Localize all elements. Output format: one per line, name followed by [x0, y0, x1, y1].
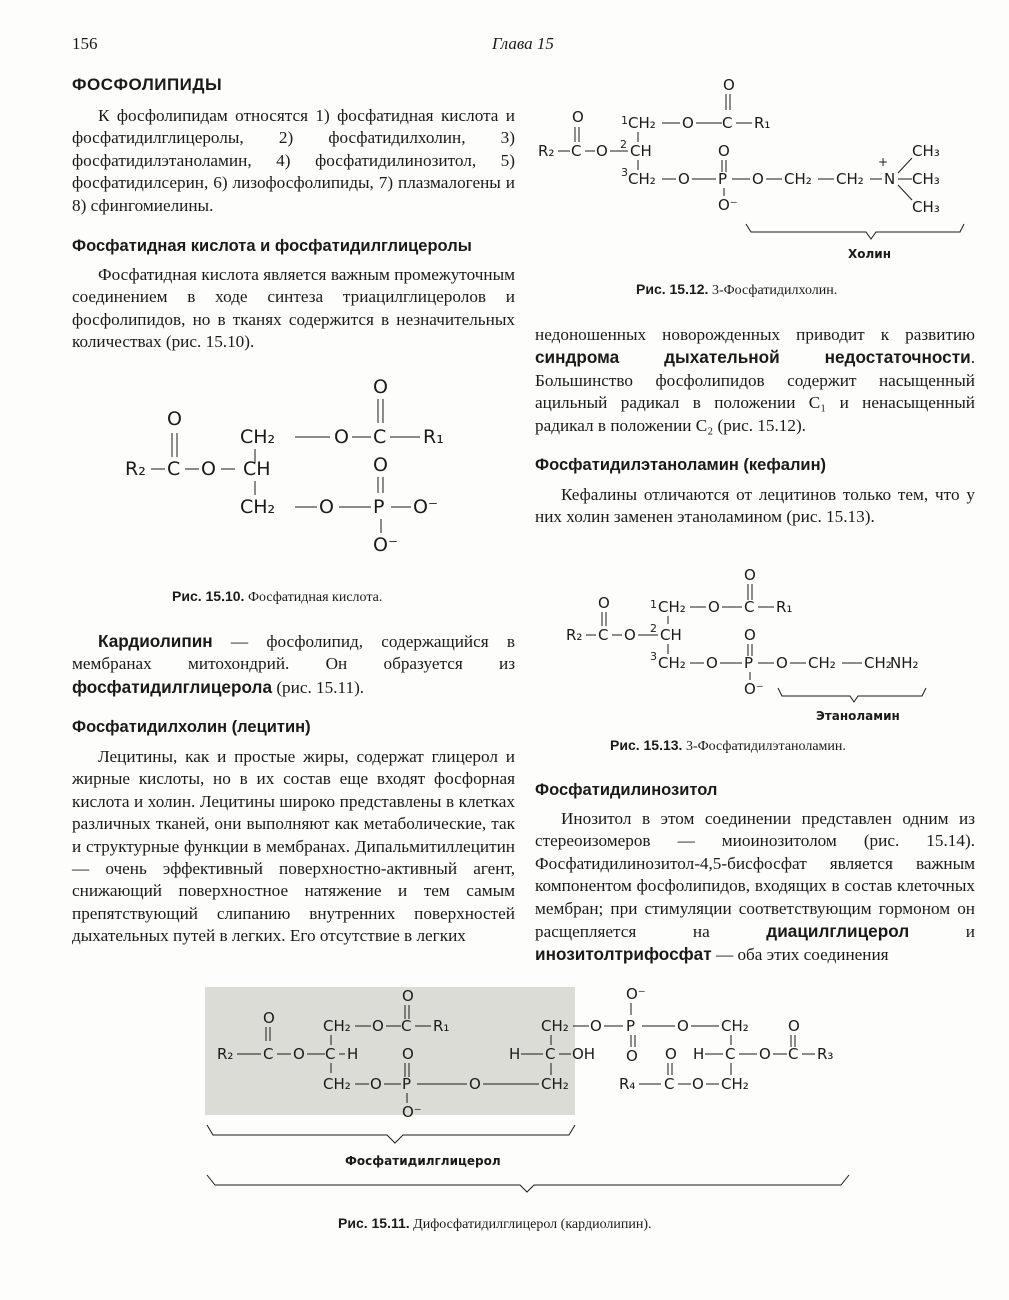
- r1-radical: R₁: [433, 1017, 450, 1035]
- ch-group: CH: [660, 626, 682, 644]
- subheading-phosphatidylinositol: Фосфатидилинозитол: [535, 781, 718, 799]
- o-atom: O: [372, 1017, 384, 1035]
- cardiolipin-paragraph: [72, 630, 515, 699]
- ch-group: CH: [630, 142, 652, 160]
- ch2-group: CH₂: [628, 114, 656, 132]
- o-atom: O: [626, 1047, 638, 1065]
- locant-2: 2: [650, 622, 657, 635]
- c-atom: C: [167, 458, 181, 480]
- subheading-phosphatidylethanolamine: Фосфатидилэтаноламин (кефалин): [535, 456, 827, 474]
- ch2-group: CH₂: [628, 170, 656, 188]
- figure-label: Рис. 15.12.: [636, 281, 709, 297]
- o-atom: O: [373, 376, 388, 398]
- r2-radical: R₂: [566, 626, 583, 644]
- r4-radical: R₄: [619, 1075, 636, 1093]
- o-atom: O: [708, 598, 720, 616]
- o-atom: O: [598, 594, 610, 612]
- figure-title: 3-Фосфатидилэтаноламин.: [685, 739, 846, 754]
- o-atom: O: [776, 654, 788, 672]
- phosphatidylethanolamine-paragraph: [535, 484, 975, 529]
- c-atom: C: [263, 1045, 274, 1063]
- o-atom: O: [624, 626, 636, 644]
- o-atom: O: [744, 626, 756, 644]
- figure-15-11-structure: [205, 985, 865, 1195]
- figure-15-13-caption: [610, 737, 846, 755]
- figure-label: Рис. 15.10.: [172, 588, 245, 604]
- p-atom: P: [373, 496, 385, 518]
- continuation-text: [535, 324, 975, 437]
- o-atom: O: [692, 1075, 704, 1093]
- r2-radical: R₂: [217, 1045, 234, 1063]
- o-atom: O: [373, 454, 388, 476]
- figure-15-11-caption: [338, 1215, 652, 1233]
- ch2-group: CH₂: [658, 654, 686, 672]
- r1-radical: R₁: [754, 114, 771, 132]
- locant-3: 3: [621, 166, 628, 179]
- o-atom: O: [402, 987, 414, 1005]
- ch3-group: CH₃: [912, 142, 940, 160]
- ch2-group: CH₂: [721, 1017, 749, 1035]
- ch2-group: CH₂: [784, 170, 812, 188]
- locant-1: 1: [650, 598, 657, 611]
- figure-15-10-caption: [172, 588, 382, 606]
- phosphatidic-acid-text: Фосфатидная кислота является важным промежуточным соединением в ходе синтеза триацилглицеролов и фосфолипидов, но в тканях содержится в незначительных количествах (рис. 15.10).: [72, 265, 515, 352]
- p-atom: P: [402, 1075, 412, 1093]
- o-atom: O: [723, 76, 735, 94]
- ch2-group: CH₂: [721, 1075, 749, 1093]
- c-atom: C: [788, 1045, 799, 1063]
- nh2-group: NH₂: [890, 654, 919, 672]
- o-atom: O: [370, 1075, 382, 1093]
- c-atom: C: [725, 1045, 736, 1063]
- figure-label: Рис. 15.13.: [610, 737, 683, 753]
- chapter-title: Глава 15: [492, 34, 554, 53]
- ch2-group: CH₂: [541, 1075, 569, 1093]
- phosphatidylcholine-text: Лецитины, как и простые жиры, содержат глицерол и жирные кислоты, но в их состав еще входят фосфорная кислота и холин. Лецитины широко представлены в клетках различных тканей, они выполняют как метаболические, так и структурные функции в мембранах. Дипальмитиллецитин — очень эффективный поверхностно-активный агент, снижающий поверхностное натяжение и тем самым препятствующий слипанию внутренних поверхностей дыхательных путей в легких. Его отсутствие в легких: [72, 747, 515, 946]
- ch2-group: CH₂: [323, 1017, 351, 1035]
- ch2-group: CH₂: [864, 654, 892, 672]
- r1-radical: R₁: [423, 426, 444, 448]
- ch2-group: CH₂: [240, 426, 276, 448]
- ch2-group: CH₂: [836, 170, 864, 188]
- o-atom: O: [167, 408, 182, 430]
- figure-title: 3-Фосфатидилхолин.: [711, 283, 838, 298]
- o-atom: O: [718, 142, 730, 160]
- phosphatidylinositol-paragraph: [535, 808, 975, 967]
- subheading-phosphatidylcholine: Фосфатидилхолин (лецитин): [72, 718, 311, 736]
- o-atom: O: [319, 496, 334, 518]
- p-atom: P: [718, 170, 728, 188]
- n-atom: N: [884, 170, 896, 188]
- choline-bracket-label: Холин: [848, 247, 891, 261]
- ch2-group: CH₂: [808, 654, 836, 672]
- plus-charge: +: [878, 155, 889, 169]
- intro-text: К фосфолипидам относятся 1) фосфатидная кислота и фосфатидилглицеролы, 2) фосфатидилхолин, 3) фосфатидилэтаноламин, 4) фосфатидилинозитол, 5) фосфатидилсерин, 6) лизофосфолипиды, 7) плазмалогены и 8) сфингомиелины.: [72, 106, 515, 215]
- o-minus: O⁻: [718, 196, 738, 214]
- o-atom: O: [677, 1017, 689, 1035]
- intro-paragraph: [72, 105, 515, 217]
- o-atom: O: [665, 1045, 677, 1063]
- p-atom: P: [744, 654, 754, 672]
- inositol-text-a: Инозитол в этом соединении представлен одним из стереоизомеров — миоинозитолом (рис. 15.14). Фосфатидилинозитол-4,5-бисфосфат является важным компонентом фосфолипидов, входящих в состав клеточных мембран; при стимуляции соответствующим гормоном он расщепляется на: [535, 809, 975, 942]
- inositol-text-mid: и: [909, 922, 976, 942]
- c-atom: C: [744, 598, 755, 616]
- section-heading-phospholipids: ФОСФОЛИПИДЫ: [72, 75, 223, 94]
- term-diacylglycerol: диацилглицерол: [766, 921, 910, 942]
- o-atom: O: [263, 1009, 275, 1027]
- cardiolipin-text-b: (рис. 15.11).: [272, 677, 365, 697]
- ch2-group: CH₂: [658, 598, 686, 616]
- ch3-group: CH₃: [912, 198, 940, 216]
- o-minus: O⁻: [744, 680, 764, 698]
- r1-radical: R₁: [776, 598, 793, 616]
- o-atom: O: [744, 566, 756, 584]
- o-atom: O: [293, 1045, 305, 1063]
- r2-radical: R₂: [125, 458, 146, 480]
- c-atom: C: [598, 626, 609, 644]
- o-atom: O: [706, 654, 718, 672]
- figure-title: Дифосфатидилглицерол (кардиолипин).: [413, 1217, 652, 1232]
- cardiolipin-text-a: — фосфолипид, содержащийся в мембранах митохондрий. Он образуется из: [72, 632, 515, 674]
- phosphatidylethanolamine-text: Кефалины отличаются от лецитинов только тем, что у них холин заменен этаноламином (рис. 15.13).: [535, 485, 975, 527]
- c-atom: C: [722, 114, 733, 132]
- o-atom: O: [572, 108, 584, 126]
- o-atom: O: [596, 142, 608, 160]
- figure-15-12-structure: [536, 72, 976, 282]
- o-atom: O: [682, 114, 694, 132]
- subheading-phosphatidic-acid: Фосфатидная кислота и фосфатидилглицеролы: [72, 237, 472, 255]
- ch3-group: CH₃: [912, 170, 940, 188]
- locant-2: 2: [620, 138, 627, 151]
- o-atom: O: [759, 1045, 771, 1063]
- o-atom: O: [402, 1045, 414, 1063]
- h-atom: H: [347, 1045, 359, 1063]
- term-respiratory-distress: синдрома дыхательной недостаточности: [535, 347, 971, 368]
- figure-15-13-structure: [564, 560, 964, 730]
- o-atom: O: [469, 1075, 481, 1093]
- o-atom: O: [590, 1017, 602, 1035]
- figure-title: Фосфатидная кислота.: [247, 590, 383, 605]
- term-cardiolipin: Кардиолипин: [98, 631, 213, 651]
- o-atom: O: [788, 1017, 800, 1035]
- page-number: 156: [72, 34, 98, 53]
- ethanolamine-bracket-label: Этаноламин: [816, 709, 900, 723]
- r3-radical: R₃: [817, 1045, 834, 1063]
- c-atom: C: [373, 426, 387, 448]
- figure-15-12-caption: [636, 281, 837, 299]
- figure-15-10-structure: [115, 365, 455, 565]
- choline-continuation-paragraph: [535, 324, 975, 437]
- h-atom: H: [509, 1045, 521, 1063]
- phosphatidylinositol-text: [535, 808, 975, 967]
- term-phosphatidylglycerol: фосфатидилглицерола: [72, 676, 273, 697]
- p-atom: P: [626, 1017, 636, 1035]
- cardiolipin-text: [72, 630, 515, 699]
- c-atom: C: [401, 1017, 412, 1035]
- c-atom: C: [571, 142, 582, 160]
- continuation-text-b: . Большинство фосфолипидов содержит насыщенный ацильный радикал в положении C₁ и ненасыщенный радикал в положении C₂ (рис. 15.12).: [535, 348, 975, 435]
- ch2-group: CH₂: [240, 496, 276, 518]
- c-atom: C: [664, 1075, 675, 1093]
- ch2-group: CH₂: [541, 1017, 569, 1035]
- locant-1: 1: [621, 114, 628, 127]
- o-minus: O⁻: [373, 534, 398, 556]
- phosphatidic-acid-paragraph: [72, 264, 515, 354]
- locant-3: 3: [650, 650, 657, 663]
- o-atom: O: [201, 458, 216, 480]
- ch2-group: CH₂: [323, 1075, 351, 1093]
- o-minus: O⁻: [626, 985, 646, 1003]
- phosphatidylcholine-paragraph: [72, 746, 515, 948]
- continuation-text-a: недоношенных новорожденных приводит к развитию: [535, 325, 975, 344]
- figure-label: Рис. 15.11.: [338, 1215, 410, 1231]
- inositol-text-b: — оба этих соединения: [711, 945, 889, 965]
- o-minus: O⁻: [413, 496, 438, 518]
- h-atom: H: [693, 1045, 705, 1063]
- term-inositol-trisphosphate: инозитолтрифосфат: [535, 944, 712, 965]
- phosphatidylglycerol-bracket-label: Фосфатидилглицерол: [345, 1154, 501, 1168]
- r2-radical: R₂: [538, 142, 555, 160]
- o-atom: O: [334, 426, 349, 448]
- c-atom: C: [545, 1045, 556, 1063]
- c-atom: C: [325, 1045, 336, 1063]
- oh-group: OH: [572, 1045, 596, 1063]
- o-atom: O: [678, 170, 690, 188]
- o-atom: O: [752, 170, 764, 188]
- ch-group: CH: [243, 458, 271, 480]
- o-minus: O⁻: [402, 1103, 422, 1121]
